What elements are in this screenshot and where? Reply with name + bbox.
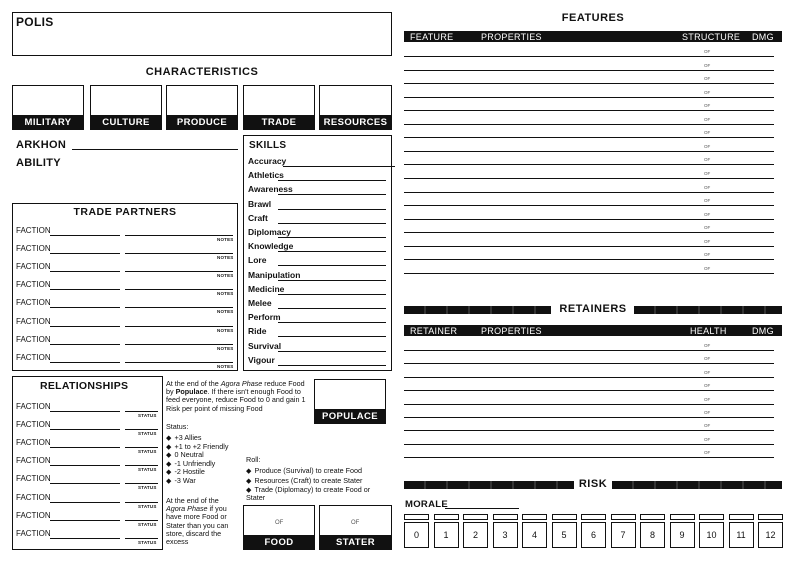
diamond-icon: ◆ <box>246 485 252 494</box>
skill-label: Lore <box>248 255 267 266</box>
morale-cell[interactable]: 11 <box>729 522 754 548</box>
morale-cell[interactable]: 8 <box>640 522 665 548</box>
morale-marker-box[interactable] <box>758 514 783 520</box>
trade-notes-field[interactable] <box>125 289 233 290</box>
skill-value-field[interactable] <box>278 336 386 337</box>
trade-notes-field[interactable] <box>125 362 233 363</box>
status-item-text: -3 War <box>174 475 196 485</box>
morale-label: MORALE <box>405 499 448 510</box>
characteristic-label: MILITARY <box>13 115 83 129</box>
relationship-status-label: STATUS <box>138 485 157 491</box>
retainers-title: RETAINERS <box>559 303 627 315</box>
skill-value-field[interactable] <box>278 280 386 281</box>
trade-notes-label: NOTES <box>217 327 234 333</box>
trade-faction-field[interactable] <box>50 271 120 272</box>
feature-row-line[interactable] <box>404 259 774 260</box>
morale-marker-box[interactable] <box>493 514 518 520</box>
skill-label: Knowledge <box>248 241 294 252</box>
retainer-health-of: OF <box>704 410 711 415</box>
retainer-health-of: OF <box>704 343 711 348</box>
trade-faction-label: FACTION <box>16 352 51 362</box>
relationship-status-label: STATUS <box>138 539 157 545</box>
skill-value-field[interactable] <box>278 265 386 266</box>
risk-bar-right <box>612 481 782 489</box>
feature-structure-of: OF <box>704 89 711 95</box>
feature-row-line[interactable] <box>404 70 774 71</box>
agora-food-rule: At the end of the Agora Phase reduce Food by Populace. If there isn't enough Food to feed everyone, reduce Food to 0 and gain 1 Risk per point of missing Food <box>166 379 306 413</box>
feature-structure-of: OF <box>704 225 711 231</box>
populace-box[interactable] <box>314 379 386 424</box>
retainer-row-line[interactable] <box>404 404 774 405</box>
feature-structure-of: OF <box>704 157 711 163</box>
morale-marker-box[interactable] <box>611 514 636 520</box>
relationship-status-label: STATUS <box>138 521 157 527</box>
trade-faction-field[interactable] <box>50 326 120 327</box>
characteristic-label: TRADE <box>244 115 314 129</box>
trade-faction-label: FACTION <box>16 298 51 308</box>
feature-structure-of: OF <box>704 198 711 204</box>
relationship-status-label: STATUS <box>138 449 157 455</box>
morale-marker-box[interactable] <box>404 514 429 520</box>
skill-label: Diplomacy <box>248 227 291 237</box>
feature-row-line[interactable] <box>404 151 774 152</box>
skill-value-field[interactable] <box>278 180 386 181</box>
feature-row-line[interactable] <box>404 178 774 179</box>
skill-label: Vigour <box>248 354 275 365</box>
roll-item-text: Resources (Craft) to create Stater <box>254 476 363 485</box>
relationship-status-field[interactable] <box>125 411 158 412</box>
diamond-icon: ◆ <box>246 466 252 475</box>
trade-faction-field[interactable] <box>50 362 120 363</box>
trade-notes-field[interactable] <box>125 326 233 327</box>
status-item <box>166 477 196 485</box>
skill-label: Accuracy <box>248 156 287 166</box>
relationship-status-field[interactable] <box>125 520 158 521</box>
morale-cell[interactable]: 3 <box>493 522 518 548</box>
stater-label: STATER <box>320 535 391 549</box>
retainer-row-line[interactable] <box>404 457 774 458</box>
status-item-text: 0 Neutral <box>174 450 204 459</box>
stater-of: OF <box>351 520 360 526</box>
trade-notes-label: NOTES <box>217 363 234 369</box>
morale-cell[interactable]: 6 <box>581 522 606 548</box>
characteristic-box[interactable] <box>90 85 162 130</box>
characteristics-title: CHARACTERISTICS <box>145 66 259 78</box>
relationship-faction-label: FACTION <box>16 492 51 502</box>
feature-structure-of: OF <box>704 62 711 68</box>
features-col-dmg: DMG <box>752 31 774 42</box>
diamond-icon: ◆ <box>166 467 172 476</box>
skill-label: Brawl <box>248 198 272 209</box>
skill-value-field[interactable] <box>278 237 386 238</box>
roll-item-text: Trade (Diplomacy) to create Food or Stater <box>246 485 371 503</box>
retainers-header <box>404 325 782 336</box>
retainer-row-line[interactable] <box>404 377 774 378</box>
feature-structure-of: OF <box>704 265 711 271</box>
retainers-bar-right <box>634 306 782 314</box>
retainer-health-of: OF <box>704 396 711 402</box>
feature-structure-of: OF <box>704 238 711 244</box>
polis-label: POLIS <box>16 15 54 29</box>
skill-label: Craft <box>248 212 268 223</box>
skill-value-field[interactable] <box>278 322 386 323</box>
relationship-faction-field[interactable] <box>50 483 120 484</box>
risk-title: RISK <box>578 478 608 490</box>
retainer-row-line[interactable] <box>404 430 774 431</box>
relationship-status-field[interactable] <box>125 465 158 466</box>
relationship-status-field[interactable] <box>125 538 158 539</box>
retainer-row-line[interactable] <box>404 350 774 351</box>
trade-notes-field[interactable] <box>125 307 233 308</box>
relationship-faction-field[interactable] <box>50 538 120 539</box>
relationship-status-label: STATUS <box>138 503 157 509</box>
diamond-icon: ◆ <box>166 475 172 485</box>
morale-field[interactable] <box>445 508 519 509</box>
features-col-structure: STRUCTURE <box>682 31 741 42</box>
characteristic-label: CULTURE <box>91 115 161 129</box>
skill-label: Survival <box>248 340 282 351</box>
skill-value-field[interactable] <box>278 209 386 210</box>
risk-bar-left <box>404 481 574 489</box>
morale-marker-box[interactable] <box>434 514 459 520</box>
morale-marker-box[interactable] <box>552 514 577 520</box>
trade-faction-label: FACTION <box>16 334 51 344</box>
skill-label: Ride <box>248 326 267 337</box>
diamond-icon: ◆ <box>166 433 172 442</box>
diamond-icon: ◆ <box>166 441 172 451</box>
characteristic-label: PRODUCE <box>167 115 237 129</box>
relationships-title: RELATIONSHIPS <box>40 380 129 392</box>
relationship-faction-field[interactable] <box>50 411 120 412</box>
trade-notes-field[interactable] <box>125 271 233 272</box>
retainer-row-line[interactable] <box>404 363 774 364</box>
food-of: OF <box>275 520 284 526</box>
feature-row-line[interactable] <box>404 232 774 233</box>
morale-marker-box[interactable] <box>729 514 754 520</box>
diamond-icon: ◆ <box>246 476 252 485</box>
morale-cell[interactable]: 9 <box>670 522 695 548</box>
retainer-row-line[interactable] <box>404 444 774 445</box>
skill-label: Medicine <box>248 283 285 294</box>
skill-value-field[interactable] <box>278 194 386 195</box>
morale-marker-box[interactable] <box>670 514 695 520</box>
relationship-status-field[interactable] <box>125 447 158 448</box>
morale-marker-box[interactable] <box>640 514 665 520</box>
relationship-faction-label: FACTION <box>16 402 51 411</box>
trade-notes-label: NOTES <box>217 309 234 315</box>
morale-cell[interactable]: 5 <box>552 522 577 548</box>
retainer-health-of: OF <box>704 450 711 456</box>
characteristic-box[interactable] <box>12 85 84 130</box>
feature-structure-of: OF <box>704 170 711 176</box>
relationship-faction-label: FACTION <box>16 528 51 538</box>
feature-row-line[interactable] <box>404 246 774 247</box>
relationship-status-field[interactable] <box>125 502 158 503</box>
relationship-faction-field[interactable] <box>50 465 120 466</box>
skills-title: SKILLS <box>249 140 287 151</box>
retainers-col-dmg: DMG <box>752 325 774 336</box>
skill-label: Perform <box>248 312 281 323</box>
feature-row-line[interactable] <box>404 124 774 125</box>
feature-structure-of: OF <box>704 184 711 190</box>
skill-value-field[interactable] <box>278 251 386 252</box>
feature-row-line[interactable] <box>404 110 774 111</box>
relationship-status-field[interactable] <box>125 429 158 430</box>
characteristic-box[interactable] <box>166 85 238 130</box>
skill-label: Melee <box>248 298 272 308</box>
retainer-health-of: OF <box>704 369 711 375</box>
trade-notes-label: NOTES <box>217 237 234 242</box>
feature-structure-of: OF <box>704 103 711 109</box>
roll-item <box>246 467 384 475</box>
trade-notes-field[interactable] <box>125 235 233 236</box>
retainer-row-line[interactable] <box>404 390 774 391</box>
features-header <box>404 31 782 42</box>
skill-value-field[interactable] <box>278 223 386 224</box>
relationship-faction-label: FACTION <box>16 474 51 484</box>
food-label: FOOD <box>244 535 314 549</box>
feature-structure-of: OF <box>704 211 711 217</box>
retainers-bar-left <box>404 306 551 314</box>
morale-marker-box[interactable] <box>699 514 724 520</box>
feature-row-line[interactable] <box>404 97 774 98</box>
roll-item <box>246 477 384 485</box>
relationship-status-label: STATUS <box>138 413 157 418</box>
status-item-text: -1 Unfriendly <box>174 458 216 468</box>
feature-structure-of: OF <box>704 49 711 54</box>
retainer-health-of: OF <box>704 436 711 442</box>
roll-item-text: Produce (Survival) to create Food <box>254 466 362 475</box>
retainer-health-of: OF <box>704 383 711 389</box>
diamond-icon: ◆ <box>166 450 172 459</box>
skill-value-field[interactable] <box>278 365 386 366</box>
status-item-text: +3 Allies <box>174 433 202 442</box>
morale-cell[interactable]: 2 <box>463 522 488 548</box>
relationship-faction-field[interactable] <box>50 447 120 448</box>
relationship-faction-label: FACTION <box>16 510 51 520</box>
relationship-faction-label: FACTION <box>16 420 51 430</box>
food-box[interactable] <box>243 505 315 550</box>
trade-faction-label: FACTION <box>16 280 51 290</box>
feature-row-line[interactable] <box>404 137 774 138</box>
arkhon-field[interactable] <box>72 149 238 150</box>
feature-structure-of: OF <box>704 130 711 136</box>
trade-faction-label: FACTION <box>16 226 51 235</box>
relationship-faction-field[interactable] <box>50 520 120 521</box>
features-title: FEATURES <box>561 12 625 24</box>
feature-row-line[interactable] <box>404 219 774 220</box>
skill-value-field[interactable] <box>283 166 395 167</box>
feature-structure-of: OF <box>704 116 711 122</box>
skill-label: Awareness <box>248 184 293 195</box>
features-col-feature: FEATURE <box>410 31 454 42</box>
stater-box[interactable] <box>319 505 392 550</box>
trade-faction-field[interactable] <box>50 344 120 345</box>
relationship-faction-label: FACTION <box>16 438 51 448</box>
populace-label: POPULACE <box>315 409 385 423</box>
trade-notes-label: NOTES <box>217 255 234 261</box>
arkhon-label: ARKHON <box>16 139 67 151</box>
trade-notes-label: NOTES <box>217 345 234 351</box>
relationship-faction-field[interactable] <box>50 429 120 430</box>
retainer-row-line[interactable] <box>404 417 774 418</box>
trade-faction-field[interactable] <box>50 235 120 236</box>
retainers-col-health: HEALTH <box>690 325 727 336</box>
retainer-health-of: OF <box>704 423 711 429</box>
morale-marker-box[interactable] <box>522 514 547 520</box>
feature-row-line[interactable] <box>404 205 774 206</box>
roll-title: Roll: <box>246 455 261 464</box>
feature-structure-of: OF <box>704 252 711 258</box>
feature-row-line[interactable] <box>404 192 774 193</box>
agora-storage-rule: At the end of the Agora Phase if you have more Food or Stater than you can store, discard the excess <box>166 496 229 547</box>
trade-faction-field[interactable] <box>50 307 120 308</box>
skill-value-field[interactable] <box>278 351 386 352</box>
feature-row-line[interactable] <box>404 164 774 165</box>
retainers-col-properties: PROPERTIES <box>481 325 542 336</box>
relationship-status-label: STATUS <box>138 467 157 473</box>
morale-cell[interactable]: 0 <box>404 522 429 548</box>
skill-value-field[interactable] <box>278 308 386 309</box>
skill-label: Manipulation <box>248 269 301 280</box>
trade-partners-title: TRADE PARTNERS <box>73 206 177 218</box>
ability-label: ABILITY <box>16 157 61 169</box>
morale-marker-box[interactable] <box>463 514 488 520</box>
skill-label: Athletics <box>248 170 284 181</box>
trade-notes-label: NOTES <box>217 273 234 279</box>
feature-row-line[interactable] <box>404 83 774 84</box>
morale-cell[interactable]: 12 <box>758 522 783 548</box>
trade-faction-label: FACTION <box>16 316 51 326</box>
relationship-faction-label: FACTION <box>16 456 51 466</box>
status-title: Status: <box>166 422 189 431</box>
features-col-properties: PROPERTIES <box>481 31 542 42</box>
skill-value-field[interactable] <box>278 294 386 295</box>
retainers-col-retainer: RETAINER <box>410 325 458 336</box>
feature-structure-of: OF <box>704 76 711 82</box>
trade-notes-field[interactable] <box>125 344 233 345</box>
feature-row-line[interactable] <box>404 273 774 274</box>
feature-row-line[interactable] <box>404 56 774 57</box>
trade-faction-label: FACTION <box>16 244 51 254</box>
polis-box[interactable] <box>12 12 392 56</box>
roll-item <box>246 486 384 502</box>
relationship-status-label: STATUS <box>138 431 157 437</box>
morale-cell[interactable]: 10 <box>699 522 724 548</box>
morale-cell[interactable]: 7 <box>611 522 636 548</box>
trade-faction-label: FACTION <box>16 262 51 272</box>
diamond-icon: ◆ <box>166 458 172 468</box>
retainer-health-of: OF <box>704 356 711 362</box>
status-item-text: -2 Hostile <box>174 467 205 476</box>
characteristic-box[interactable] <box>243 85 315 130</box>
characteristic-box[interactable] <box>319 85 392 130</box>
morale-cell[interactable]: 1 <box>434 522 459 548</box>
feature-structure-of: OF <box>704 143 711 149</box>
morale-cell[interactable]: 4 <box>522 522 547 548</box>
morale-marker-box[interactable] <box>581 514 606 520</box>
trade-faction-field[interactable] <box>50 253 120 254</box>
characteristic-label: RESOURCES <box>320 115 391 129</box>
trade-faction-field[interactable] <box>50 289 120 290</box>
relationship-faction-field[interactable] <box>50 502 120 503</box>
status-item-text: +1 to +2 Friendly <box>174 441 229 451</box>
trade-notes-label: NOTES <box>217 291 234 297</box>
relationship-status-field[interactable] <box>125 483 158 484</box>
trade-notes-field[interactable] <box>125 253 233 254</box>
